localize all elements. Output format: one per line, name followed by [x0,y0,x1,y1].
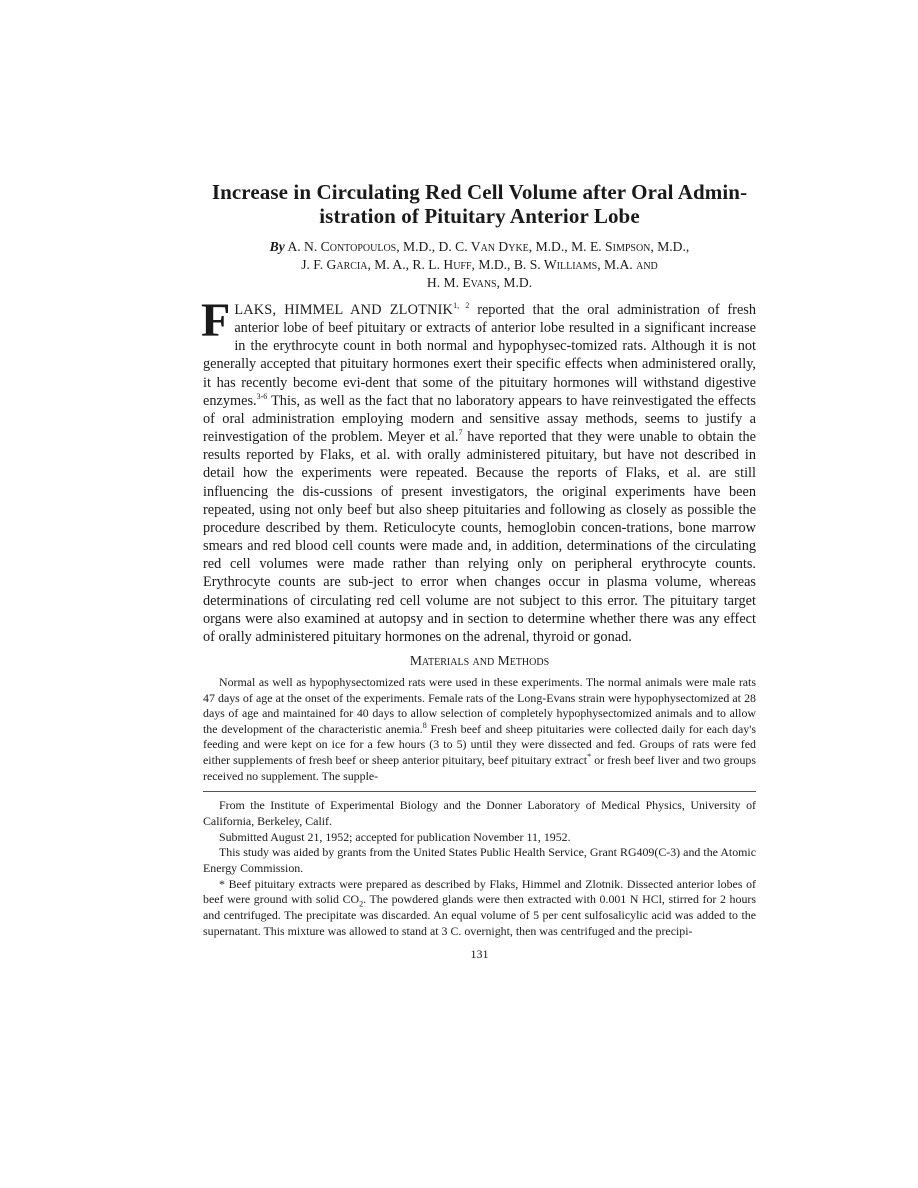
byline-by: By [269,239,285,254]
intro-text-3: have reported that they were unable to obtain the results reported by Flaks, et al. with orally administered pituitary, but have not described in detail how the experiments were repeated. Because the reports of Flaks, et al. are still influencing the dis-cussions of present investigators, the original experiments have been repeated, using not only beef but also sheep pituitaries and following as closely as possible the procedure described by them. Reticulocyte counts, hemoglobin concen-trations, bone marrow smears and red blood cell counts were made and, in addition, determinations of the circulating red cell volumes were made rather than relying only on peripheral erythrocyte counts. Erythrocyte counts are sub-ject to error when changes occur in plasma volume, whereas determinations of circulating red cell volume are not subject to this error. The pituitary target organs were also examined at autopsy and in section to determine whether there was any effect of orally administered pituitary hormones on the adrenal, thyroid or gonad. [203,429,756,645]
page-number: 131 [470,947,489,962]
footnote-ref: * [587,751,592,761]
article-title [203,180,756,228]
methods-paragraph [203,675,756,784]
intro-text-2: This, as well as the fact that no laboratory appears to have reinvestigated the effects of oral administration employing modern and sensitive assay methods, seems to justify a reinvestigation of the problem. Meyer et al. [203,392,756,446]
citation-ref: 3-6 [256,392,268,402]
footnote-extract-text-1: Beef pituitary extracts were prepared as described by Flaks, Himmel and Zlotnik. Dissected anterior lobes of beef were ground with solid CO [203,876,756,907]
footnote-grant: This study was aided by grants from the United States Public Health Service, Grant RG409(C-3) and the Atomic Energy Commission. [203,845,756,875]
footnote-marker: * [219,876,225,891]
citation-ref: 8 [422,720,427,730]
methods-text-2: Fresh beef and sheep pituitaries were collected daily for each day's feeding and were kept on ice for a few hours (3 to 5) until they were dissected and fed. Groups of rats were fed either supplements of fresh beef or sheep anterior pituitary, beef pituitary extract [203,721,756,767]
intro-paragraph [201,294,757,646]
methods-section [203,675,756,784]
citation-ref: 1, 2 [453,301,470,311]
drop-cap: F [201,294,231,347]
title-line-2: istration of Pituitary Anterior Lobe [319,204,640,228]
footnote-divider [203,791,756,792]
intro-text-1: reported that the oral administration of fresh anterior lobe of beef pituitary or extracts of anterior lobe resulted in a significant increase in the erythrocyte count in both normal and hypophysec-tomized rats. Although it is not generally accepted that pituitary hormones exert their specific effects when administered orally, it has recently become evi-dent that some of the pituitary hormones will withstand digestive enzymes. [203,302,757,409]
journal-page [203,180,756,962]
footnote-submitted: Submitted August 21, 1952; accepted for publication November 11, 1952. [219,829,571,844]
footnotes [203,798,756,939]
footnote-extract [203,877,756,940]
section-heading-materials-methods: Materials and Methods [409,652,550,668]
lead-caps: LAKS, HIMMEL AND ZLOTNIK [234,302,454,318]
footnote-extract-text-2: . The powdered glands were then extracted with 0.001 N HCl, stirred for 2 hours and centrifuged. The precipitate was discarded. An equal volume of 5 per cent sulfosalicylic acid was added to the supernatant. This mixture was allowed to stand at 3 C. overnight, then was centrifuged and the precipi- [203,892,756,938]
footnote-affiliation: From the Institute of Experimental Biology and the Donner Laboratory of Medical Physics, University of California, Berkeley, Calif. [203,798,756,828]
author-line-1: A. N. Contopoulos, M.D., D. C. Van Dyke, M.D., M. E. Simpson, M.D., [287,239,690,254]
methods-text-3: or fresh beef liver and two groups received no supplement. The supple- [203,752,756,783]
author-line-3: H. M. Evans, M.D. [426,275,533,290]
title-line-1: Increase in Circulating Red Cell Volume after Oral Admin- [211,180,748,204]
methods-text-1: Normal as well as hypophysectomized rats were used in these experiments. The normal animals were male rats 47 days of age at the onset of the experiments. Female rats of the Long-Evans strain were hypophysectomized at 28 days of age and maintained for 40 days to allow selection of completely hypophysectomized animals and to allow the development of the characteristic anemia. [203,674,756,736]
citation-ref: 7 [458,428,463,438]
introduction-section [201,294,757,646]
subscript: 2 [359,899,364,909]
author-line-2: J. F. Garcia, M. A., R. L. Huff, M.D., B. S. Williams, M.A. and [301,257,658,272]
author-byline [203,238,756,292]
